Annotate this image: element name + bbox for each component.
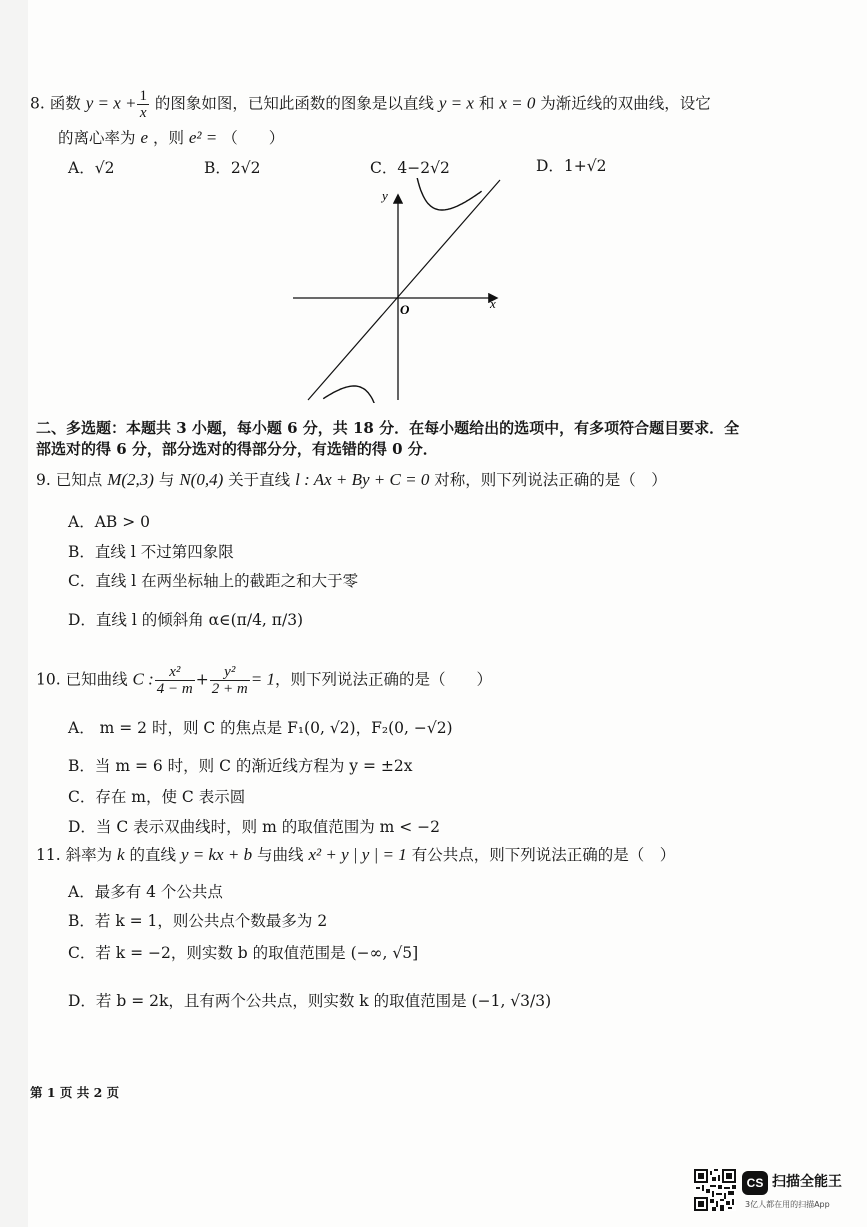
- question-11-stem: [36, 845, 675, 865]
- question-number: 10.: [36, 670, 61, 689]
- formula: y = x: [438, 93, 474, 113]
- text: 函数: [49, 94, 81, 113]
- x-axis-label: x: [490, 296, 496, 311]
- formula: e: [140, 128, 148, 147]
- section-2-heading: [36, 418, 836, 460]
- camscanner-tagline: 3亿人都在用的扫描App: [745, 1200, 830, 1209]
- formula: C :: [132, 669, 154, 689]
- q8-option-c: C．4−2√2: [370, 159, 450, 177]
- q11-option-a: A．最多有 4 个公共点: [68, 883, 223, 901]
- text: 与曲线: [257, 846, 304, 864]
- section-heading-line: 部选对的得 6 分，部分选对的得部分分，有选错的得 0 分．: [36, 440, 438, 458]
- text: 的直线: [129, 846, 177, 864]
- hyperbola-branch-upper: [409, 178, 482, 210]
- formula: N(0,4): [179, 470, 224, 489]
- q9-option-b: B．直线 l 不过第四象限: [68, 543, 234, 561]
- fraction-numerator: 1: [139, 88, 147, 104]
- text: 的图象如图，已知此函数的图象是以直线: [154, 94, 434, 113]
- q9-option-c: C．直线 l 在两坐标轴上的截距之和大于零: [68, 572, 359, 590]
- q8-option-d: D．1+√2: [536, 157, 607, 175]
- formula: k: [117, 845, 125, 864]
- fraction-denominator: x: [139, 105, 147, 121]
- text: ，则: [152, 129, 184, 147]
- question-number: 9.: [36, 471, 51, 489]
- formula: y = x +: [85, 93, 137, 113]
- y-axis-label: y: [382, 188, 388, 203]
- text: 的离心率为: [58, 129, 136, 147]
- text: 和: [478, 94, 495, 113]
- q10-option-d: D．当 C 表示双曲线时，则 m 的取值范围为 m < −2: [68, 818, 441, 836]
- fraction: [137, 88, 149, 121]
- section-heading-line: 二、多选题：本题共 3 小题，每小题 6 分，共 18 分．在每小题给出的选项中，有多项符合题目要求．全: [36, 419, 740, 437]
- asymptote-line: [308, 180, 500, 400]
- question-10-stem: [36, 664, 492, 697]
- formula: e² =: [188, 128, 218, 147]
- q11-option-b: B．若 k = 1，则公共点个数最多为 2: [68, 912, 328, 930]
- question-9-stem: [36, 470, 667, 490]
- question-number: 11.: [36, 846, 61, 864]
- fraction-numerator: x²: [155, 664, 195, 681]
- q10-option-b: B．当 m = 6 时，则 C 的渐近线方程为 y = ±2x: [68, 757, 413, 775]
- text: ，则下列说法正确的是（ ）: [274, 670, 492, 689]
- camscanner-name: 扫描全能王: [772, 1174, 842, 1190]
- formula: y = kx + b: [180, 845, 253, 864]
- question-8-line1: [30, 88, 711, 121]
- formula: x = 0: [499, 93, 536, 113]
- q8-option-a: A．√2: [68, 159, 115, 177]
- page-footer: 第 1 页 共 2 页: [30, 1085, 120, 1100]
- page-edge: [0, 0, 28, 1227]
- fraction-denominator: 4 − m: [156, 681, 193, 697]
- fraction-denominator: 2 + m: [211, 681, 248, 697]
- formula: l : Ax + By + C = 0: [295, 470, 430, 489]
- text: 已知点: [55, 471, 103, 489]
- operator: +: [195, 670, 209, 689]
- text: 对称，则下列说法正确的是（ ）: [434, 471, 667, 489]
- text: 与: [158, 471, 175, 489]
- origin-label: O: [400, 302, 410, 317]
- fraction: [155, 664, 195, 697]
- question-number: 8.: [30, 94, 45, 113]
- text: 斜率为: [65, 846, 113, 864]
- q11-option-c: C．若 k = −2，则实数 b 的取值范围是 (−∞, √5]: [68, 944, 419, 962]
- qr-code-icon: [694, 1169, 736, 1211]
- fraction: [210, 664, 250, 697]
- q8-option-b: B．2√2: [204, 159, 261, 177]
- q9-option-d: D．直线 l 的倾斜角 α∈(π/4, π/3): [68, 611, 304, 629]
- hyperbola-branch-lower: [323, 386, 387, 403]
- text: 为渐近线的双曲线，设它: [540, 94, 711, 113]
- q9-option-a: A．AB > 0: [68, 513, 150, 531]
- q10-option-c: C．存在 m，使 C 表示圆: [68, 788, 246, 806]
- camscanner-logo: CS: [742, 1171, 768, 1195]
- formula: x² + y | y | = 1: [308, 845, 407, 864]
- text: 有公共点，则下列说法正确的是（ ）: [411, 846, 676, 864]
- question-8-line2: [58, 128, 284, 148]
- q10-option-a: A． m = 2 时，则 C 的焦点是 F₁(0, √2)，F₂(0, −√2): [68, 719, 453, 737]
- function-graph: [290, 178, 510, 403]
- formula: = 1: [250, 669, 275, 689]
- q11-option-d: D．若 b = 2k，且有两个公共点，则实数 k 的取值范围是 (−1, √3/3): [68, 992, 552, 1010]
- answer-blank: （ ）: [222, 129, 285, 147]
- fraction-numerator: y²: [210, 664, 250, 681]
- text: 关于直线: [228, 471, 291, 489]
- text: 已知曲线: [65, 670, 128, 689]
- formula: M(2,3): [107, 470, 154, 489]
